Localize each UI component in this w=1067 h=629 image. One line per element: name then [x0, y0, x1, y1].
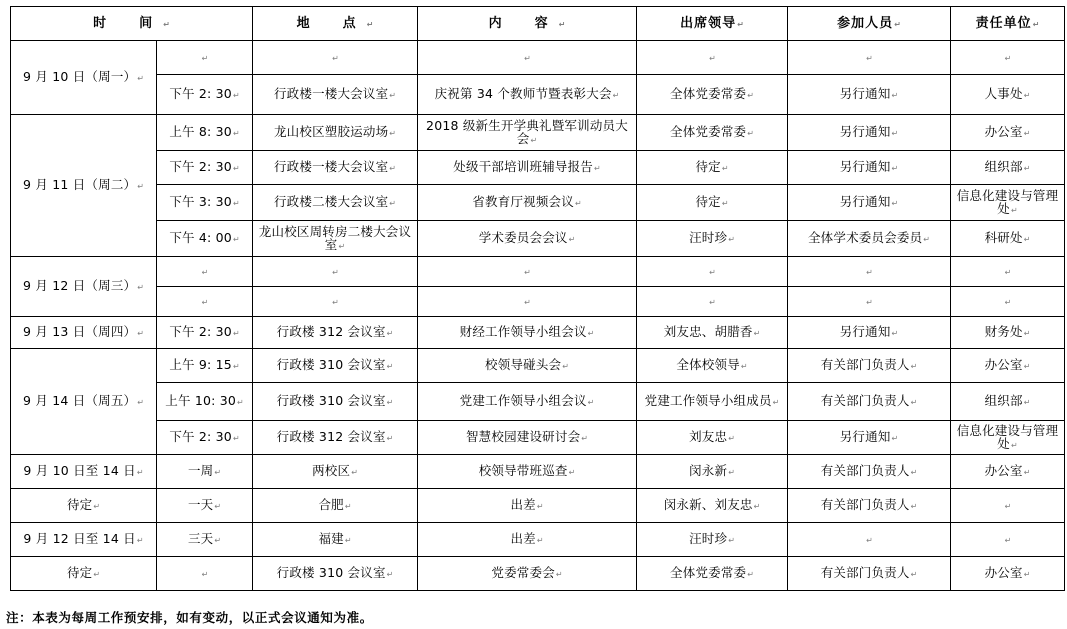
- place-cell: 龙山校区塑胶运动场↵: [253, 115, 418, 151]
- participants-cell: 另行通知↵: [788, 421, 951, 455]
- table-row: [11, 257, 1065, 287]
- leader-cell: 刘友忠、胡腊香↵: [637, 317, 788, 349]
- participants-cell: ↵: [788, 523, 951, 557]
- place-cell: 行政楼 312 会议室↵: [253, 317, 418, 349]
- leader-cell: 党建工作领导小组成员↵: [637, 383, 788, 421]
- table-row: [11, 75, 1065, 115]
- table-row: [11, 557, 1065, 591]
- time-cell: 下午 4: 00↵: [157, 221, 253, 257]
- content-cell: 庆祝第 34 个教师节暨表彰大会↵: [418, 75, 637, 115]
- time-cell: ↵: [157, 257, 253, 287]
- leader-cell: 汪时珍↵: [637, 523, 788, 557]
- place-cell: ↵: [253, 41, 418, 75]
- date-cell: 9 月 10 日（周一）↵: [11, 41, 157, 115]
- participants-cell: 全体学术委员会委员↵: [788, 221, 951, 257]
- table-row: [11, 287, 1065, 317]
- place-cell: 行政楼二楼大会议室↵: [253, 185, 418, 221]
- header-row: [11, 7, 1065, 41]
- unit-cell: 办公室↵: [951, 557, 1065, 591]
- place-cell: 合肥↵: [253, 489, 418, 523]
- content-cell: 财经工作领导小组会议↵: [418, 317, 637, 349]
- participants-cell: 有关部门负责人↵: [788, 455, 951, 489]
- place-cell: ↵: [253, 257, 418, 287]
- table-row: [11, 221, 1065, 257]
- unit-cell: 信息化建设与管理处↵: [951, 185, 1065, 221]
- unit-cell: 办公室↵: [951, 115, 1065, 151]
- place-cell: 两校区↵: [253, 455, 418, 489]
- time-cell: 三天↵: [157, 523, 253, 557]
- leader-cell: 闵永新、刘友忠↵: [637, 489, 788, 523]
- participants-cell: 另行通知↵: [788, 75, 951, 115]
- header-unit: 责任单位↵: [951, 7, 1065, 41]
- table-row: [11, 523, 1065, 557]
- unit-cell: 组织部↵: [951, 151, 1065, 185]
- content-cell: ↵: [418, 257, 637, 287]
- table-row: [11, 317, 1065, 349]
- unit-cell: 组织部↵: [951, 383, 1065, 421]
- time-cell: ↵: [157, 41, 253, 75]
- content-cell: 处级干部培训班辅导报告↵: [418, 151, 637, 185]
- time-cell: 一周↵: [157, 455, 253, 489]
- content-cell: 学术委员会会议↵: [418, 221, 637, 257]
- place-cell: ↵: [253, 287, 418, 317]
- leader-cell: 全体党委常委↵: [637, 115, 788, 151]
- content-cell: 出差↵: [418, 489, 637, 523]
- leader-cell: 待定↵: [637, 151, 788, 185]
- date-cell: 9 月 14 日（周五）↵: [11, 349, 157, 455]
- date-cell: 9 月 12 日（周三）↵: [11, 257, 157, 317]
- leader-cell: 全体校领导↵: [637, 349, 788, 383]
- date-cell: 9 月 10 日至 14 日↵: [11, 455, 157, 489]
- time-cell: 下午 2: 30↵: [157, 421, 253, 455]
- participants-cell: 另行通知↵: [788, 185, 951, 221]
- content-cell: 党委常委会↵: [418, 557, 637, 591]
- time-cell: 上午 8: 30↵: [157, 115, 253, 151]
- footnote: 注：本表为每周工作预安排，如有变动，以正式会议通知为准。: [6, 610, 373, 625]
- participants-cell: 有关部门负责人↵: [788, 383, 951, 421]
- place-cell: 行政楼 310 会议室↵: [253, 383, 418, 421]
- participants-cell: 有关部门负责人↵: [788, 557, 951, 591]
- leader-cell: 汪时珍↵: [637, 221, 788, 257]
- header-participants: 参加人员↵: [788, 7, 951, 41]
- unit-cell: 办公室↵: [951, 349, 1065, 383]
- place-cell: 福建↵: [253, 523, 418, 557]
- place-cell: 龙山校区周转房二楼大会议室↵: [253, 221, 418, 257]
- unit-cell: 人事处↵: [951, 75, 1065, 115]
- date-cell: 9 月 13 日（周四）↵: [11, 317, 157, 349]
- time-cell: ↵: [157, 557, 253, 591]
- participants-cell: ↵: [788, 41, 951, 75]
- time-cell: 下午 3: 30↵: [157, 185, 253, 221]
- participants-cell: 另行通知↵: [788, 317, 951, 349]
- time-cell: 上午 9: 15↵: [157, 349, 253, 383]
- table-row: [11, 489, 1065, 523]
- unit-cell: ↵: [951, 257, 1065, 287]
- participants-cell: 另行通知↵: [788, 115, 951, 151]
- unit-cell: ↵: [951, 287, 1065, 317]
- leader-cell: ↵: [637, 287, 788, 317]
- table-row: [11, 349, 1065, 383]
- unit-cell: 办公室↵: [951, 455, 1065, 489]
- time-cell: ↵: [157, 287, 253, 317]
- participants-cell: 有关部门负责人↵: [788, 489, 951, 523]
- time-cell: 一天↵: [157, 489, 253, 523]
- content-cell: 校领导带班巡查↵: [418, 455, 637, 489]
- unit-cell: 信息化建设与管理处↵: [951, 421, 1065, 455]
- table-row: [11, 455, 1065, 489]
- date-cell: 9 月 11 日（周二）↵: [11, 115, 157, 257]
- content-cell: 2018 级新生开学典礼暨军训动员大会↵: [418, 115, 637, 151]
- content-cell: 校领导碰头会↵: [418, 349, 637, 383]
- content-cell: 省教育厅视频会议↵: [418, 185, 637, 221]
- table-row: [11, 151, 1065, 185]
- table-row: [11, 421, 1065, 455]
- leader-cell: 全体党委常委↵: [637, 75, 788, 115]
- date-cell: 9 月 12 日至 14 日↵: [11, 523, 157, 557]
- leader-cell: 刘友忠↵: [637, 421, 788, 455]
- participants-cell: 另行通知↵: [788, 151, 951, 185]
- place-cell: 行政楼一楼大会议室↵: [253, 75, 418, 115]
- leader-cell: ↵: [637, 257, 788, 287]
- participants-cell: 有关部门负责人↵: [788, 349, 951, 383]
- time-cell: 下午 2: 30↵: [157, 317, 253, 349]
- place-cell: 行政楼 310 会议室↵: [253, 557, 418, 591]
- header-leader: 出席领导↵: [637, 7, 788, 41]
- leader-cell: 闵永新↵: [637, 455, 788, 489]
- content-cell: ↵: [418, 287, 637, 317]
- participants-cell: ↵: [788, 257, 951, 287]
- content-cell: 智慧校园建设研讨会↵: [418, 421, 637, 455]
- unit-cell: ↵: [951, 41, 1065, 75]
- place-cell: 行政楼 312 会议室↵: [253, 421, 418, 455]
- table-row: [11, 115, 1065, 151]
- leader-cell: 全体党委常委↵: [637, 557, 788, 591]
- leader-cell: 待定↵: [637, 185, 788, 221]
- table-row: [11, 185, 1065, 221]
- content-cell: ↵: [418, 41, 637, 75]
- time-cell: 上午 10: 30↵: [157, 383, 253, 421]
- table-row: [11, 383, 1065, 421]
- unit-cell: 财务处↵: [951, 317, 1065, 349]
- participants-cell: ↵: [788, 287, 951, 317]
- date-cell: 待定↵: [11, 557, 157, 591]
- time-cell: 下午 2: 30↵: [157, 75, 253, 115]
- header-place: 地 点↵: [253, 7, 418, 41]
- leader-cell: ↵: [637, 41, 788, 75]
- schedule-table-wrapper: [10, 6, 1064, 591]
- place-cell: 行政楼 310 会议室↵: [253, 349, 418, 383]
- date-cell: 待定↵: [11, 489, 157, 523]
- table-row: [11, 41, 1065, 75]
- content-cell: 出差↵: [418, 523, 637, 557]
- unit-cell: 科研处↵: [951, 221, 1065, 257]
- weekly-schedule-table: [10, 6, 1065, 591]
- time-cell: 下午 2: 30↵: [157, 151, 253, 185]
- header-content: 内 容↵: [418, 7, 637, 41]
- content-cell: 党建工作领导小组会议↵: [418, 383, 637, 421]
- unit-cell: ↵: [951, 489, 1065, 523]
- header-time: 时 间↵: [11, 7, 253, 41]
- place-cell: 行政楼一楼大会议室↵: [253, 151, 418, 185]
- unit-cell: ↵: [951, 523, 1065, 557]
